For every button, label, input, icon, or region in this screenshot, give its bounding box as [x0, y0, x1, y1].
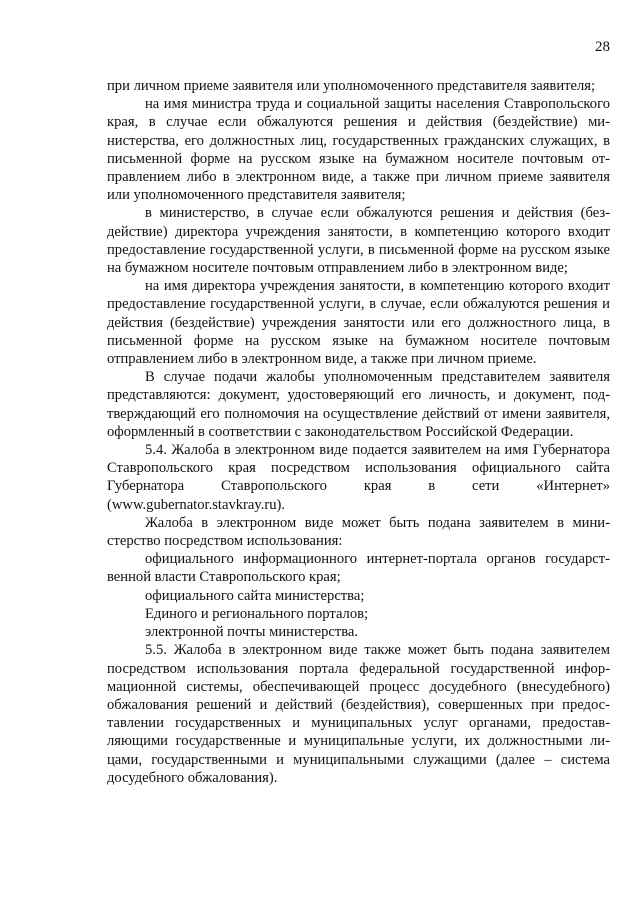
paragraph-2: на имя министра труда и социальной защиты населения Ставропольского края, в случае если обжалуются решения и действия (бездействие) министерства, его должностных лиц, государственных гражданских служащих, в письменной форме на русском языке на бумажном носителе почтовым отправлением либо в электронном виде, а также при личном приеме заявителя или уполномоченного представителя заявителя;	[107, 96, 610, 204]
paragraph-3: в министерство, в случае если обжалуются решения и действия (бездействие) директора учреждения занятости, в компетенцию которого входит предоставление государственной услуги, в письменной форме на русском языке на бумажном носителе почтовым отправлением либо в электронном виде;	[107, 205, 610, 277]
paragraph-10: Единого и регионального порталов;	[145, 605, 369, 622]
paragraph-6: 5.4. Жалоба в электронном виде подается заявителем на имя Губернатора Ставропольского края посредством использования официального сайта Губернатора Ставропольского края в сети «Интернет» (www.gubernator.stavkray.ru).	[107, 442, 610, 513]
paragraph-7: Жалоба в электронном виде может быть подана заявителем в министерство посредством использования:	[107, 514, 610, 550]
page-number: 28	[595, 39, 610, 55]
paragraph-12: 5.5. Жалоба в электронном виде также может быть подана заявителем посредством использования портала федеральной государственной информационной системы, обеспечивающей процесс досудебного (внесудебного) обжалования решений и действий (бездействия), совершенных при предоставлении государственных и муниципальных услуг органами, предоставляющими государственные и муниципальные услуги, их должностными лицами, государственными и муниципальными служащими (далее – система досудебного обжалования).	[107, 642, 610, 786]
paragraph-1: при личном приеме заявителя или уполномоченного представителя заявителя;	[107, 78, 596, 94]
paragraph-9: официального сайта министерства;	[145, 587, 365, 604]
paragraph-8: официального информационного интернет-портала органов государственной власти Ставропольского края;	[107, 551, 610, 586]
paragraph-4: на имя директора учреждения занятости, в компетенцию которого входит предоставление государственной услуги, в случае, если обжалуются решения и действия (бездействие) учреждения занятости или его должностного лица, в письменной форме на русском языке на бумажном носителе почтовым отправлением либо в электронном виде, а также при личном приеме.	[107, 278, 610, 368]
paragraph-5: В случае подачи жалобы уполномоченным представителем заявителя представляются: документ, удостоверяющий его личность, и документ, подтверждающий его полномочия на осуществление действий от имени заявителя, оформленный в соответствии с законодательством Российской Федерации.	[107, 369, 610, 440]
paragraph-11: электронной почты министерства.	[145, 624, 359, 641]
document-body	[107, 77, 610, 787]
